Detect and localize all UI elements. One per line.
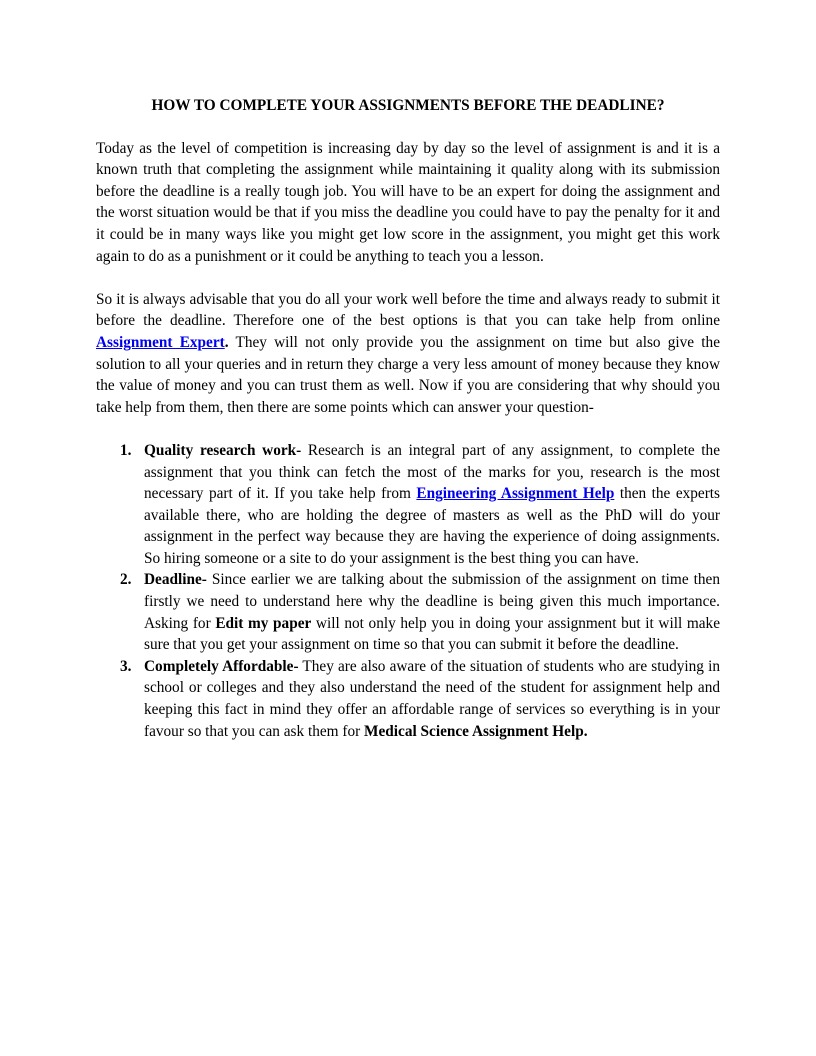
list-item [96,440,720,570]
advice-period: . [224,333,229,351]
intro-paragraph: Today as the level of competition is increasing day by day so the level of assignment is and it is a known truth that completing the assignment while maintaining it quality along with its submission before the deadline is a really tough job. You will have to be an expert for doing the assignment and the worst situation would be that if you miss the deadline you could have to pay the penalty for it and it could be in many ways like you might get low score in the assignment, you might get this work again to do as a punishment or it could be anything to teach you a lesson. [96,139,720,265]
assignment-expert-link[interactable]: Assignment Expert [96,333,225,351]
edit-my-paper-text: Edit my paper [215,614,312,632]
point-text-before: Research is an integral part of any assignment, to complete the assignment that you think can fetch the most of the marks for you, research is the most necessary part of it. If you take help from [144,441,720,503]
advice-text-before: So it is always advisable that you do all your work well before the time and always ready to submit it before the deadline. Therefore one of the best options is that you can take help from online [96,290,720,330]
page-title: HOW TO COMPLETE YOUR ASSIGNMENTS BEFORE THE DEADLINE? [151,97,665,114]
list-item [96,569,720,655]
point-text-after: then the experts available there, who are holding the degree of masters as well as the PhD will do your assignment in the perfect way because they are having the experience of doing assignments. So hiring someone or a site to do your assignment is the best thing you can have. [144,485,721,567]
point-heading: Deadline- [144,571,207,589]
list-item [96,656,720,742]
points-list [96,440,720,742]
point-heading: Completely Affordable- [144,657,299,675]
point-text-after: will not only help you in doing your assignment but it will make sure that you get your assignment on time so that you can submit it before the deadline. [144,614,720,654]
point-text-before: They are also aware of the situation of students who are studying in school or colleges and they also understand the need of the student for assignment help and keeping this fact in mind they offer an affordable range of services so everything is in your favour so that you can ask them for [144,657,720,740]
advice-text-after: They will not only provide you the assignment on time but also give the solution to all your queries and in return they charge a very less amount of money because they know the value of money and you can trust them as well. Now if you are considering that why should you take help from them, then there are some points which can answer your question- [96,333,720,416]
list-number: 1. [120,441,132,459]
engineering-assignment-help-link[interactable]: Engineering Assignment Help [416,485,615,503]
list-number: 3. [120,657,132,675]
advice-paragraph [96,289,720,419]
medical-science-help-text: Medical Science Assignment Help. [364,722,588,740]
point-heading: Quality research work- [144,441,302,459]
list-number: 2. [120,571,132,589]
point-text-before: Since earlier we are talking about the submission of the assignment on time then firstly we need to understand here why the deadline is being given this much importance. Asking for [144,571,720,632]
